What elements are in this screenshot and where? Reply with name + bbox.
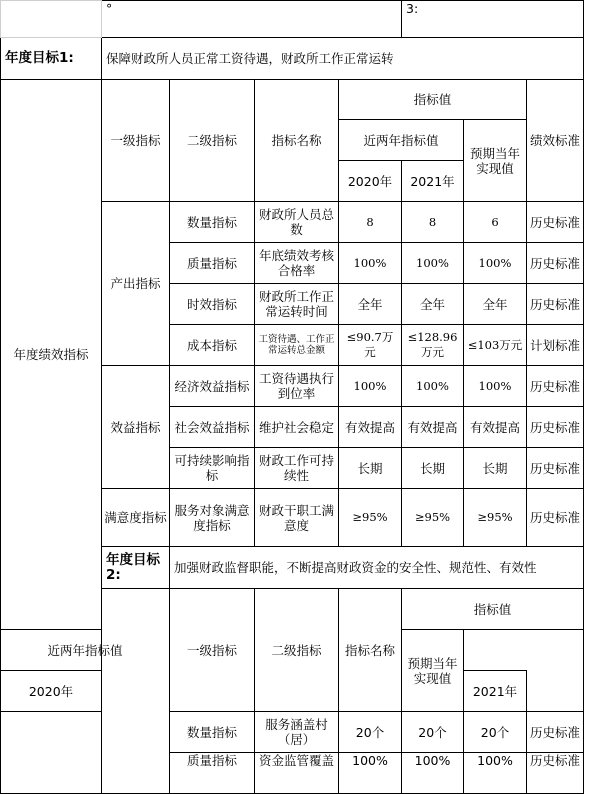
row-expected: 有效提高 bbox=[464, 407, 527, 448]
row-2020: 20个 bbox=[339, 712, 402, 753]
top-left-text: ° bbox=[102, 1, 402, 38]
row-2021: ≤128.96万元 bbox=[402, 325, 464, 366]
goal1-text: 保障财政所人员正常工资待遇，财政所工作正常运转 bbox=[102, 38, 584, 80]
header-value: 指标值 bbox=[339, 80, 527, 120]
row-standard: 历史标准 bbox=[527, 202, 584, 243]
row-standard: 计划标准 bbox=[527, 325, 584, 366]
row-2020: 100% bbox=[339, 753, 402, 794]
header-level1: 一级指标 bbox=[102, 80, 170, 202]
section2-label bbox=[102, 589, 170, 794]
row-2021: 有效提高 bbox=[402, 407, 464, 448]
goal2-text: 加强财政监督职能，不断提高财政资金的安全性、规范性、有效性 bbox=[170, 547, 584, 589]
row-standard: 历史标准 bbox=[527, 407, 584, 448]
row-2021: 8 bbox=[402, 202, 464, 243]
row-l2: 质量指标 bbox=[170, 753, 255, 794]
row-2021: 100% bbox=[402, 243, 464, 284]
row-expected: 20个 bbox=[464, 712, 527, 753]
row-name: 财政所工作正常运转时间 bbox=[255, 284, 339, 325]
row-name: 财政干职工满意度 bbox=[255, 489, 339, 547]
row-2020: 有效提高 bbox=[339, 407, 402, 448]
row-2020: 8 bbox=[339, 202, 402, 243]
row-name: 年底绩效考核合格率 bbox=[255, 243, 339, 284]
row-2020: 100% bbox=[339, 366, 402, 407]
row-standard: 历史标准 bbox=[527, 448, 584, 489]
header2-level2: 二级指标 bbox=[255, 589, 339, 712]
row-expected: 100% bbox=[464, 366, 527, 407]
header2-level1: 一级指标 bbox=[170, 589, 255, 712]
row-standard: 历史标准 bbox=[527, 753, 584, 794]
row-expected: ≤103万元 bbox=[464, 325, 527, 366]
row-l2: 可持续影响指标 bbox=[170, 448, 255, 489]
row-l2: 数量指标 bbox=[170, 712, 255, 753]
row-2020: ≥95% bbox=[339, 489, 402, 547]
header-2020: 2020年 bbox=[339, 161, 402, 202]
row-name: 资金监管覆盖 bbox=[255, 753, 339, 794]
row-expected: ≥95% bbox=[464, 489, 527, 547]
row-2020: 长期 bbox=[339, 448, 402, 489]
row-standard: 历史标准 bbox=[527, 712, 584, 753]
group2-output bbox=[1, 712, 102, 794]
row-standard: 历史标准 bbox=[527, 284, 584, 325]
header2-2020: 2020年 bbox=[1, 671, 102, 712]
group-output: 产出指标 bbox=[102, 202, 170, 366]
top-blank-cell bbox=[1, 1, 102, 38]
header2-name: 指标名称 bbox=[339, 589, 402, 712]
row-l2: 服务对象满意度指标 bbox=[170, 489, 255, 547]
row-name: 维护社会稳定 bbox=[255, 407, 339, 448]
row-2021: 全年 bbox=[402, 284, 464, 325]
row-2021: 20个 bbox=[402, 712, 464, 753]
row-name: 财政工作可持续性 bbox=[255, 448, 339, 489]
row-standard: 历史标准 bbox=[527, 243, 584, 284]
row-2021: 100% bbox=[402, 366, 464, 407]
row-expected: 100% bbox=[464, 753, 527, 794]
section-label: 年度绩效指标 bbox=[1, 80, 102, 630]
row-l2: 数量指标 bbox=[170, 202, 255, 243]
header-level2: 二级指标 bbox=[170, 80, 255, 202]
header-recent: 近两年指标值 bbox=[339, 120, 464, 161]
row-l2: 时效指标 bbox=[170, 284, 255, 325]
row-name: 工资待遇、工作正常运转总金额 bbox=[255, 325, 339, 366]
header2-recent: 近两年指标值 bbox=[1, 630, 170, 671]
row-expected: 6 bbox=[464, 202, 527, 243]
row-2021: ≥95% bbox=[402, 489, 464, 547]
row-2021: 100% bbox=[402, 753, 464, 794]
row-l2: 社会效益指标 bbox=[170, 407, 255, 448]
group-satisfaction: 满意度指标 bbox=[102, 489, 170, 547]
goal2-label: 年度目标2: bbox=[102, 547, 170, 589]
top-right-text: 3: bbox=[402, 1, 584, 38]
row-name: 财政所人员总数 bbox=[255, 202, 339, 243]
row-l2: 质量指标 bbox=[170, 243, 255, 284]
row-l2: 成本指标 bbox=[170, 325, 255, 366]
header2-value: 指标值 bbox=[402, 589, 584, 630]
header-standard: 绩效标准 bbox=[527, 80, 584, 202]
row-2021: 长期 bbox=[402, 448, 464, 489]
table-row bbox=[1, 712, 584, 753]
row-standard: 历史标准 bbox=[527, 366, 584, 407]
row-2020: ≤90.7万元 bbox=[339, 325, 402, 366]
header2-expected: 预期当年实现值 bbox=[402, 630, 464, 712]
row-expected: 全年 bbox=[464, 284, 527, 325]
header-2021: 2021年 bbox=[402, 161, 464, 202]
header-expected: 预期当年实现值 bbox=[464, 120, 527, 202]
row-expected: 100% bbox=[464, 243, 527, 284]
row-name: 服务涵盖村（居） bbox=[255, 712, 339, 753]
row-l2: 经济效益指标 bbox=[170, 366, 255, 407]
goal1-label: 年度目标1: bbox=[1, 38, 102, 80]
row-2020: 100% bbox=[339, 243, 402, 284]
group-benefit: 效益指标 bbox=[102, 366, 170, 489]
row-expected: 长期 bbox=[464, 448, 527, 489]
row-2020: 全年 bbox=[339, 284, 402, 325]
row-name: 工资待遇执行到位率 bbox=[255, 366, 339, 407]
header2-2021: 2021年 bbox=[464, 671, 527, 712]
header-name: 指标名称 bbox=[255, 80, 339, 202]
row-standard: 历史标准 bbox=[527, 489, 584, 547]
